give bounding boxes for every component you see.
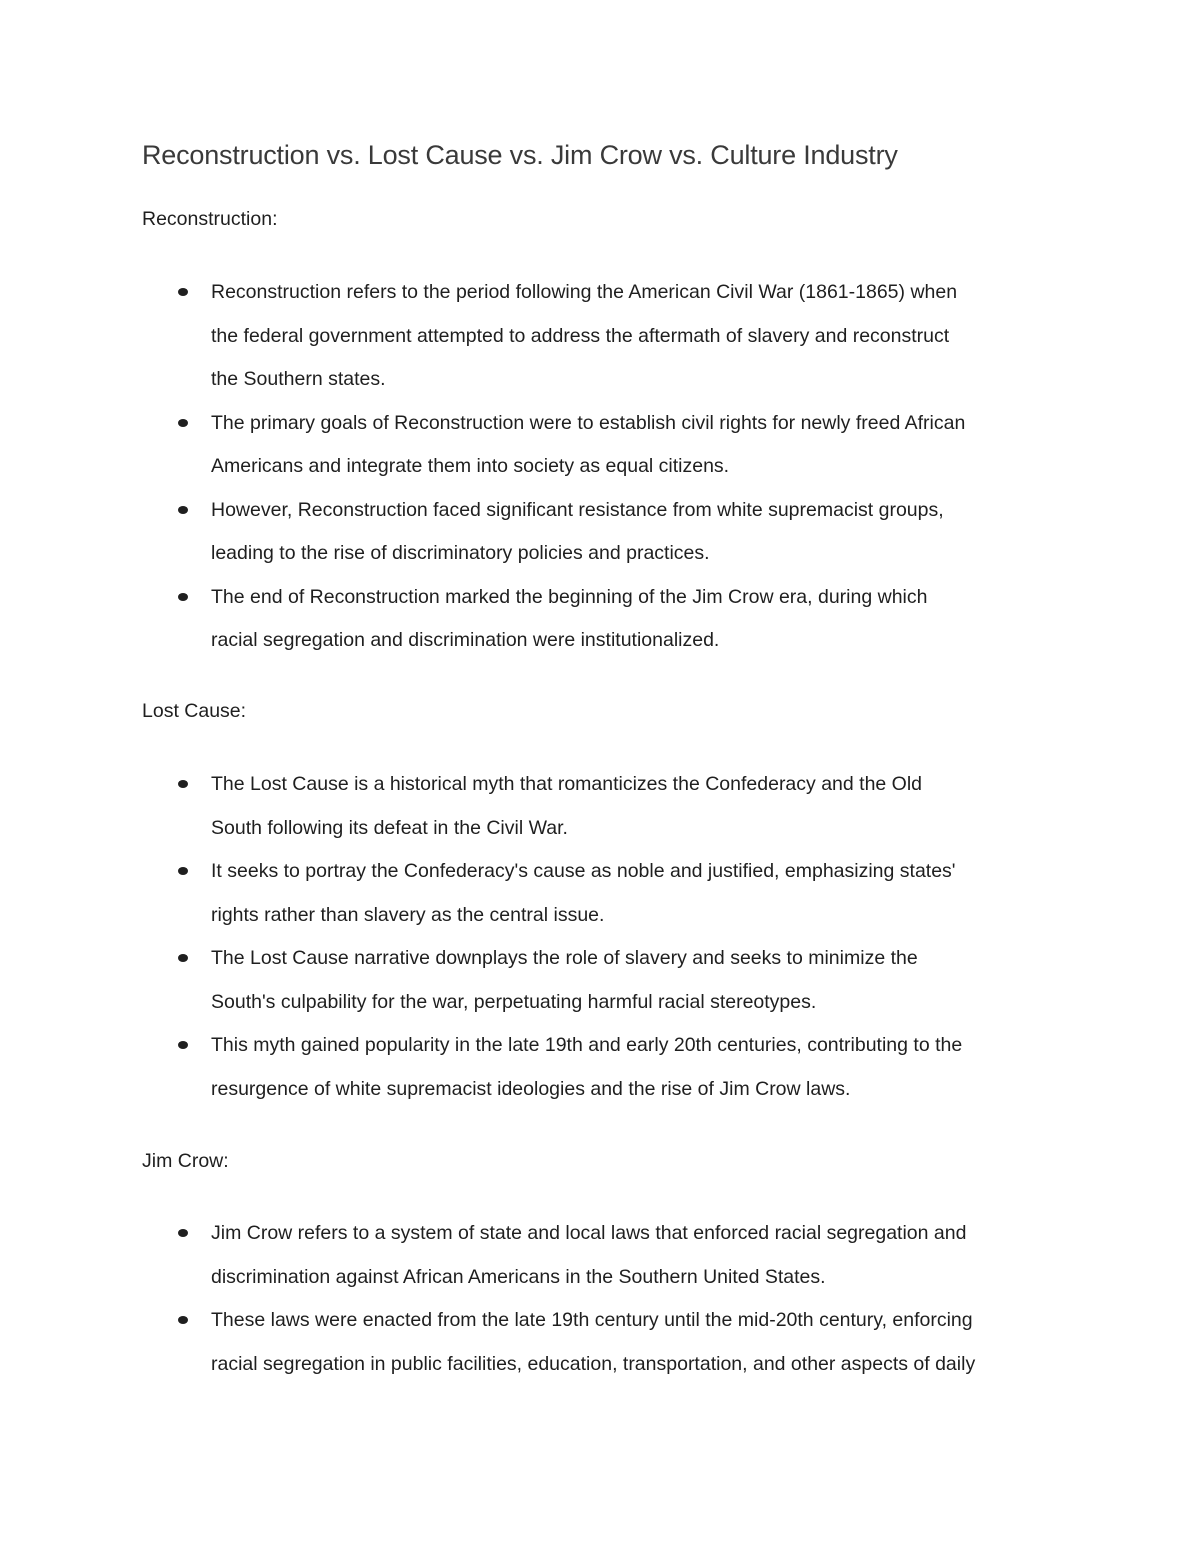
list-item-line: leading to the rise of discriminatory policies and practices. xyxy=(211,542,710,564)
page-title: Reconstruction vs. Lost Cause vs. Jim Crow vs. Culture Industry xyxy=(142,140,898,170)
list-item-line: However, Reconstruction faced significant resistance from white supremacist groups, xyxy=(211,498,944,521)
list-item xyxy=(0,576,1071,663)
list-item-line: The Lost Cause narrative downplays the role of slavery and seeks to minimize the xyxy=(211,947,918,969)
bullet-icon xyxy=(178,288,188,296)
bullet-icon xyxy=(178,593,188,601)
bullet-icon xyxy=(178,1229,188,1237)
section-heading-reconstruction: Reconstruction: xyxy=(142,208,278,230)
list-item xyxy=(0,489,1071,576)
bullet-icon xyxy=(178,506,188,514)
list-item-line: discrimination against African Americans in the Southern United States. xyxy=(211,1265,826,1288)
list-item xyxy=(0,937,1071,1024)
bullet-list-lost-cause xyxy=(0,763,1071,1111)
bullet-icon xyxy=(178,419,188,427)
list-item xyxy=(0,1212,1071,1299)
bullet-icon xyxy=(178,954,188,962)
list-item xyxy=(0,1299,1071,1386)
list-item xyxy=(0,1024,1071,1111)
section-heading-lost-cause: Lost Cause: xyxy=(142,700,247,722)
list-item-line: the Southern states. xyxy=(211,368,386,390)
list-item-line: South's culpability for the war, perpetuating harmful racial stereotypes. xyxy=(211,990,817,1013)
bullet-icon xyxy=(178,1316,188,1324)
list-item-line: South following its defeat in the Civil War. xyxy=(211,816,568,839)
list-item xyxy=(0,763,1071,850)
list-item-line: resurgence of white supremacist ideologies and the rise of Jim Crow laws. xyxy=(211,1077,851,1100)
bullet-icon xyxy=(178,867,188,875)
list-item-line: racial segregation and discrimination were institutionalized. xyxy=(211,629,720,651)
list-item-line: This myth gained popularity in the late 19th and early 20th centuries, contributing to the xyxy=(211,1034,963,1056)
list-item-line: racial segregation in public facilities, education, transportation, and other aspects of daily xyxy=(211,1352,976,1375)
list-item-line: It seeks to portray the Confederacy's cause as noble and justified, emphasizing states' xyxy=(211,860,956,882)
list-item xyxy=(0,271,1071,402)
list-item-line: Jim Crow refers to a system of state and local laws that enforced racial segregation and xyxy=(211,1222,967,1244)
bullet-icon xyxy=(178,1041,188,1049)
list-item-line: rights rather than slavery as the central issue. xyxy=(211,903,605,926)
list-item-line: The end of Reconstruction marked the beginning of the Jim Crow era, during which xyxy=(211,585,928,608)
section-heading-jim-crow: Jim Crow: xyxy=(142,1150,229,1172)
bullet-list-jim-crow xyxy=(0,1212,1071,1386)
list-item-line: the federal government attempted to address the aftermath of slavery and reconstruct xyxy=(211,324,950,347)
bullet-list-reconstruction xyxy=(0,271,1071,663)
list-item-line: Reconstruction refers to the period following the American Civil War (1861-1865) when xyxy=(211,281,958,303)
list-item-line: The primary goals of Reconstruction were to establish civil rights for newly freed African xyxy=(211,411,966,434)
list-item xyxy=(0,850,1071,937)
list-item-line: Americans and integrate them into society as equal citizens. xyxy=(211,455,730,477)
list-item-line: These laws were enacted from the late 19th century until the mid-20th century, enforcing xyxy=(211,1309,973,1331)
bullet-icon xyxy=(178,780,188,788)
list-item-line: The Lost Cause is a historical myth that romanticizes the Confederacy and the Old xyxy=(211,773,923,795)
list-item xyxy=(0,402,1071,489)
